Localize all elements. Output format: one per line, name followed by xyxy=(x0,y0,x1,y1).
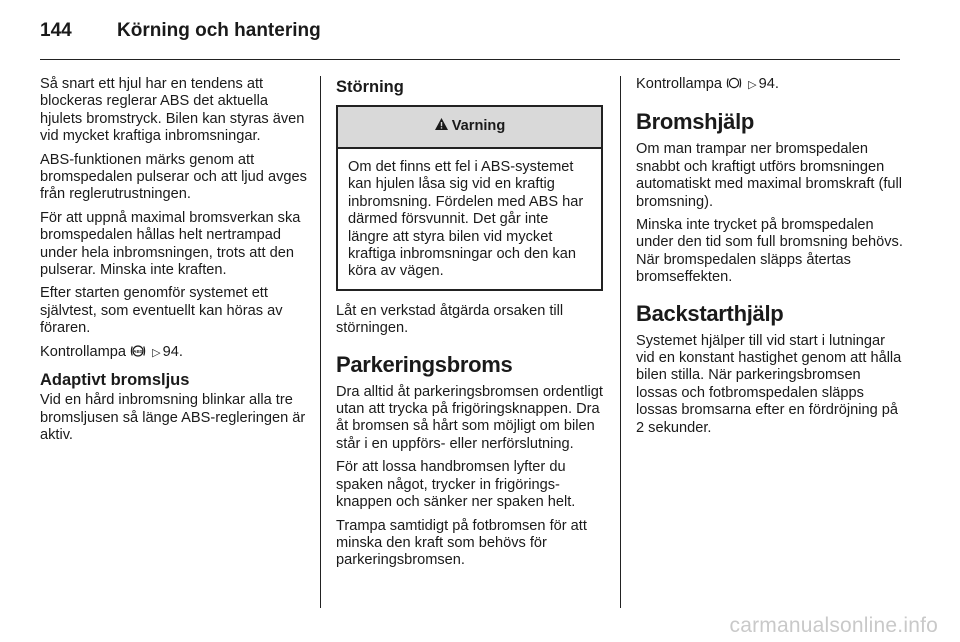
paragraph: Efter starten genomför systemet ett självtest, som eventuellt kan höras av föraren. xyxy=(40,285,283,337)
warning-box xyxy=(336,105,603,291)
abs-warning-icon xyxy=(130,344,146,363)
column-2 xyxy=(336,76,603,576)
chapter-title: Körning och hantering xyxy=(117,20,321,41)
page-reference: 94. xyxy=(162,343,183,360)
column-divider-1 xyxy=(320,76,321,608)
page-reference-icon: ▷ xyxy=(152,346,161,359)
header-divider xyxy=(40,59,900,60)
warning-triangle-icon xyxy=(434,117,449,136)
section-heading: Bromshjälp xyxy=(636,109,755,135)
column-divider-2 xyxy=(620,76,621,608)
page-reference-icon: ▷ xyxy=(748,79,757,91)
warning-title: Varning xyxy=(451,118,506,135)
watermark: carmanualsonline.info xyxy=(729,614,938,637)
svg-text:ABS: ABS xyxy=(133,348,143,354)
paragraph: Trampa samtidigt på fotbromsen för att minska den kraft som behövs för parkeringsbromsen. xyxy=(336,517,587,569)
section-heading: Backstarthjälp xyxy=(636,300,784,326)
lamp-label: Kontrollampa xyxy=(636,76,722,92)
paragraph: Minska inte trycket på bromspedalen under den tid som full bromsning behövs. När bromspedalen släpps återtas bromseffekten. xyxy=(636,217,903,286)
paragraph: Vid en hård inbromsning blinkar alla tre bromsljusen så länge ABS-regleringen är aktiv. xyxy=(40,392,306,443)
paragraph: ABS-funktionen märks genom att bromspedalen pulserar och att ljud avges från reglerutrustningen. xyxy=(40,151,307,203)
paragraph: För att lossa handbromsen lyfter du spaken något, trycker in frigöringsknappen och sänker ner spaken helt. xyxy=(336,459,576,511)
page-number: 144 xyxy=(40,20,72,41)
page-header xyxy=(0,0,960,58)
lamp-reference xyxy=(40,344,307,363)
section-heading: Adaptivt bromsljus xyxy=(40,371,190,390)
warning-text: Om det finns ett fel i ABS-systemet kan hjulen låsa sig vid en kraftig inbromsning. Fördelen med ABS har därmed försvunnit. Det går inte längre att styra bilen vid mycket kraftiga inbromsningar och den kan köra av vägen. xyxy=(348,159,584,280)
column-1 xyxy=(40,76,307,450)
paragraph: För att uppnå maximal bromsverkan ska bromspedalen hållas helt nertrampad under hela inbromsningen, trots att den pulserar. Minska inte kraften. xyxy=(40,209,301,279)
warning-header xyxy=(338,107,601,149)
lamp-label: Kontrollampa xyxy=(40,343,126,360)
paragraph: Låt en verkstad åtgärda orsaken till störningen. xyxy=(336,302,564,337)
column-3 xyxy=(636,76,903,443)
paragraph: Så snart ett hjul har en tendens att blockeras reglerar ABS det aktuella hjulets bromstryck. Bilen kan styras även vid mycket kraftiga inbromsningar. xyxy=(40,76,305,145)
lamp-reference xyxy=(636,76,903,95)
paragraph: Dra alltid åt parkeringsbromsen ordentligt utan att trycka på frigöringsknappen. Dra åt bromsen så hårt som möjligt om bilen står i en uppförs- eller nerförslutning. xyxy=(336,383,603,452)
section-heading: Parkeringsbroms xyxy=(336,351,513,377)
section-heading: Störning xyxy=(336,78,404,96)
page-reference: 94. xyxy=(758,76,779,92)
paragraph: Om man trampar ner bromspedalen snabbt och kraftigt utförs bromsningen automatiskt med maximal bromskraft (full bromsning). xyxy=(636,141,903,210)
paragraph: Systemet hjälper till vid start i lutningar vid en konstant hastighet genom att hålla bilen stilla. När parkeringsbromsen lossas och fotbromspedalen släpps lossas bromsarna efter en fördröjning på 2 sekunder. xyxy=(636,332,902,436)
brake-warning-icon xyxy=(726,76,742,95)
